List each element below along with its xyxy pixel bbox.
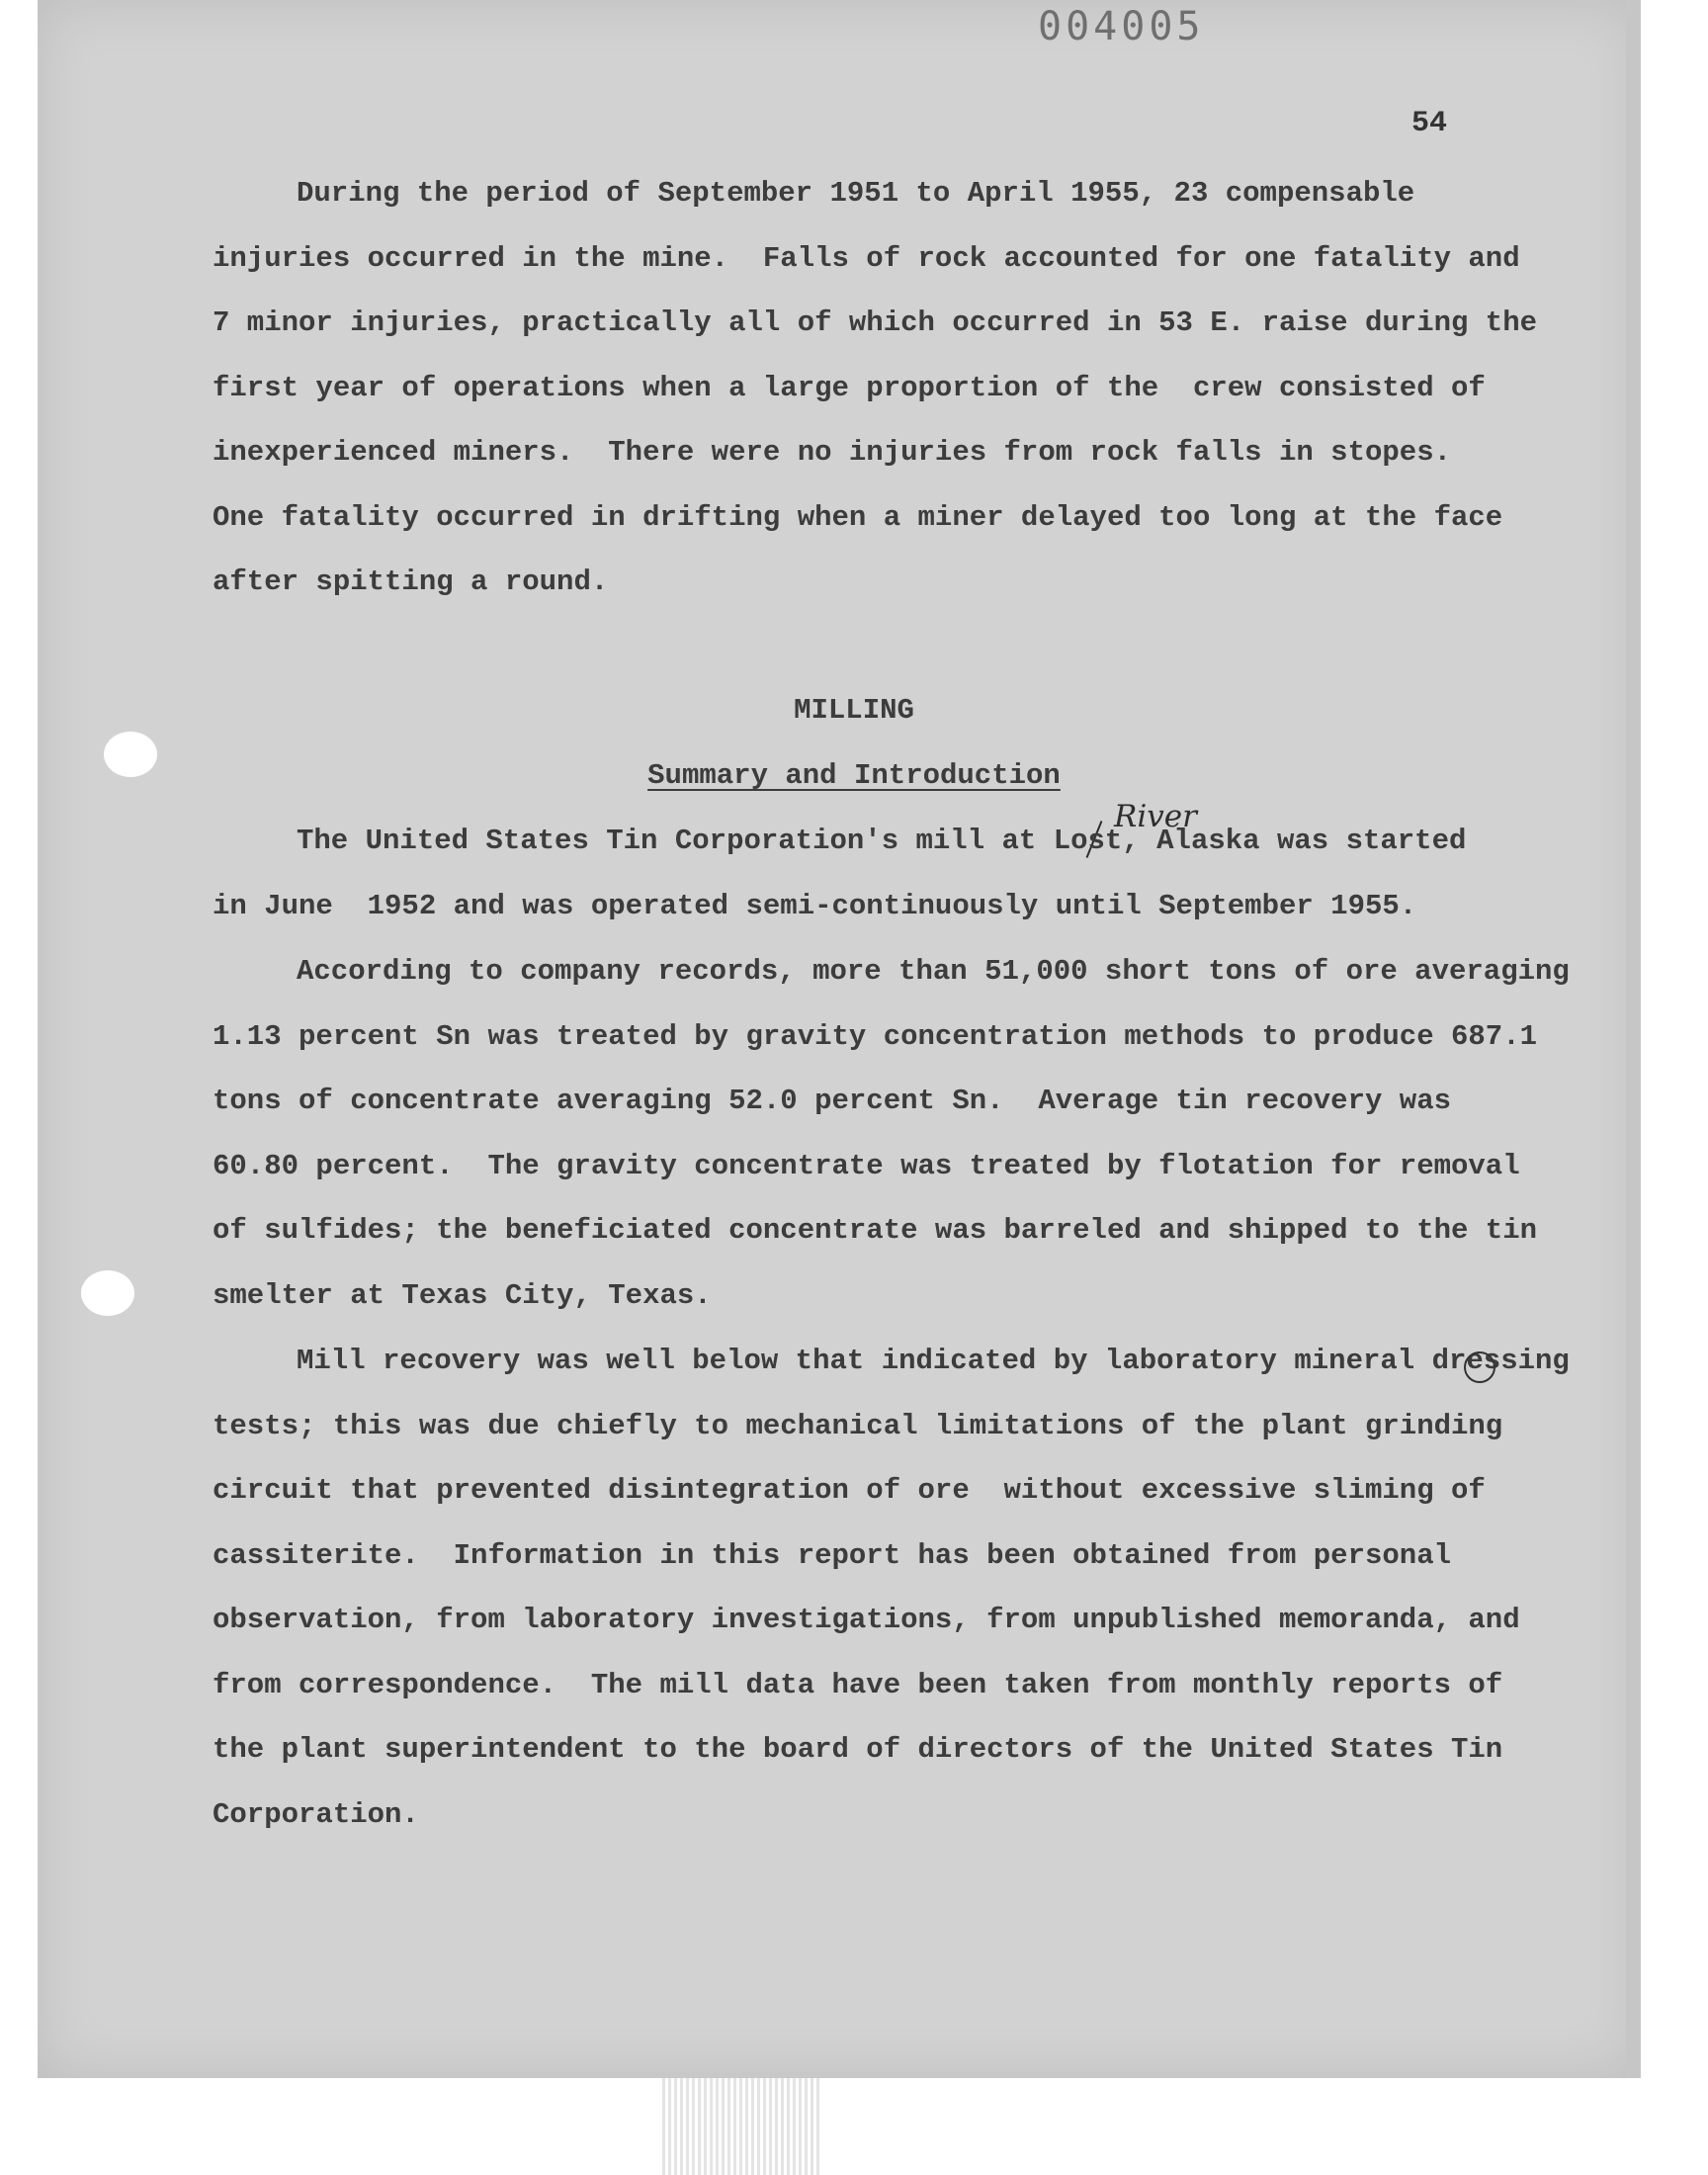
text-line: tests; this was due chiefly to mechanical limitations of the plant grinding	[213, 1409, 1503, 1442]
text-line: 60.80 percent. The gravity concentrate was treated by flotation for removal	[213, 1149, 1520, 1182]
paragraph-company-records	[213, 939, 1570, 1328]
handwritten-annotation: River	[1114, 799, 1197, 834]
section-heading: MILLING	[794, 694, 914, 727]
text-line: tons of concentrate averaging 52.0 percent Sn. Average tin recovery was	[213, 1085, 1452, 1117]
text-line: cassiterite. Information in this report has been obtained from personal	[213, 1538, 1452, 1572]
text-line: During the period of September 1951 to April 1955, 23 compensable	[297, 177, 1415, 210]
paragraph-injuries	[213, 161, 1547, 615]
text-line: after spitting a round.	[213, 566, 609, 598]
text-line: Mill recovery was well below that indicated by laboratory mineral dressing	[297, 1345, 1570, 1377]
paragraph-mill-recovery	[213, 1329, 1570, 1847]
text-line: observation, from laboratory investigations, from unpublished memoranda, and	[213, 1604, 1520, 1636]
text-line: According to company records, more than 51,000 short tons of ore averaging	[297, 955, 1570, 988]
text-line: Corporation.	[213, 1797, 419, 1831]
text-line: in June 1952 and was operated semi-continuously until September 1955.	[213, 889, 1417, 922]
text-line: circuit that prevented disintegration of ore without excessive sliming of	[213, 1474, 1486, 1507]
subsection-heading: Summary and Introduction	[647, 759, 1061, 792]
paragraph-mill-intro	[213, 809, 1547, 938]
text-line: first year of operations when a large proportion of the crew consisted of	[213, 371, 1486, 404]
text-line: smelter at Texas City, Texas.	[213, 1278, 712, 1312]
page-edge-shadow	[1626, 0, 1641, 2078]
handwritten-circle-mark	[1464, 1351, 1495, 1383]
text-line: injuries occurred in the mine. Falls of rock accounted for one fatality and	[213, 241, 1520, 275]
text-line: 7 minor injuries, practically all of which occurred in 53 E. raise during the	[213, 306, 1538, 339]
text-line: of sulfides; the beneficiated concentrate was barreled and shipped to the tin	[213, 1214, 1538, 1247]
page-number: 54	[1411, 107, 1448, 140]
text-line: from correspondence. The mill data have been taken from monthly reports of	[213, 1668, 1503, 1701]
scanner-artifact	[662, 2078, 820, 2175]
text-line: One fatality occurred in drifting when a miner delayed too long at the face	[213, 500, 1503, 534]
text-line: the plant superintendent to the board of directors of the United States Tin	[213, 1733, 1503, 1766]
text-line: inexperienced miners. There were no injuries from rock falls in stopes.	[213, 436, 1452, 469]
text-line: 1.13 percent Sn was treated by gravity concentration methods to produce 687.1	[213, 1019, 1538, 1053]
punch-hole-bottom	[81, 1270, 134, 1316]
text-line: The United States Tin Corporation's mill at Lost, Alaska was started	[297, 825, 1467, 857]
document-number: 004005	[1038, 4, 1205, 49]
